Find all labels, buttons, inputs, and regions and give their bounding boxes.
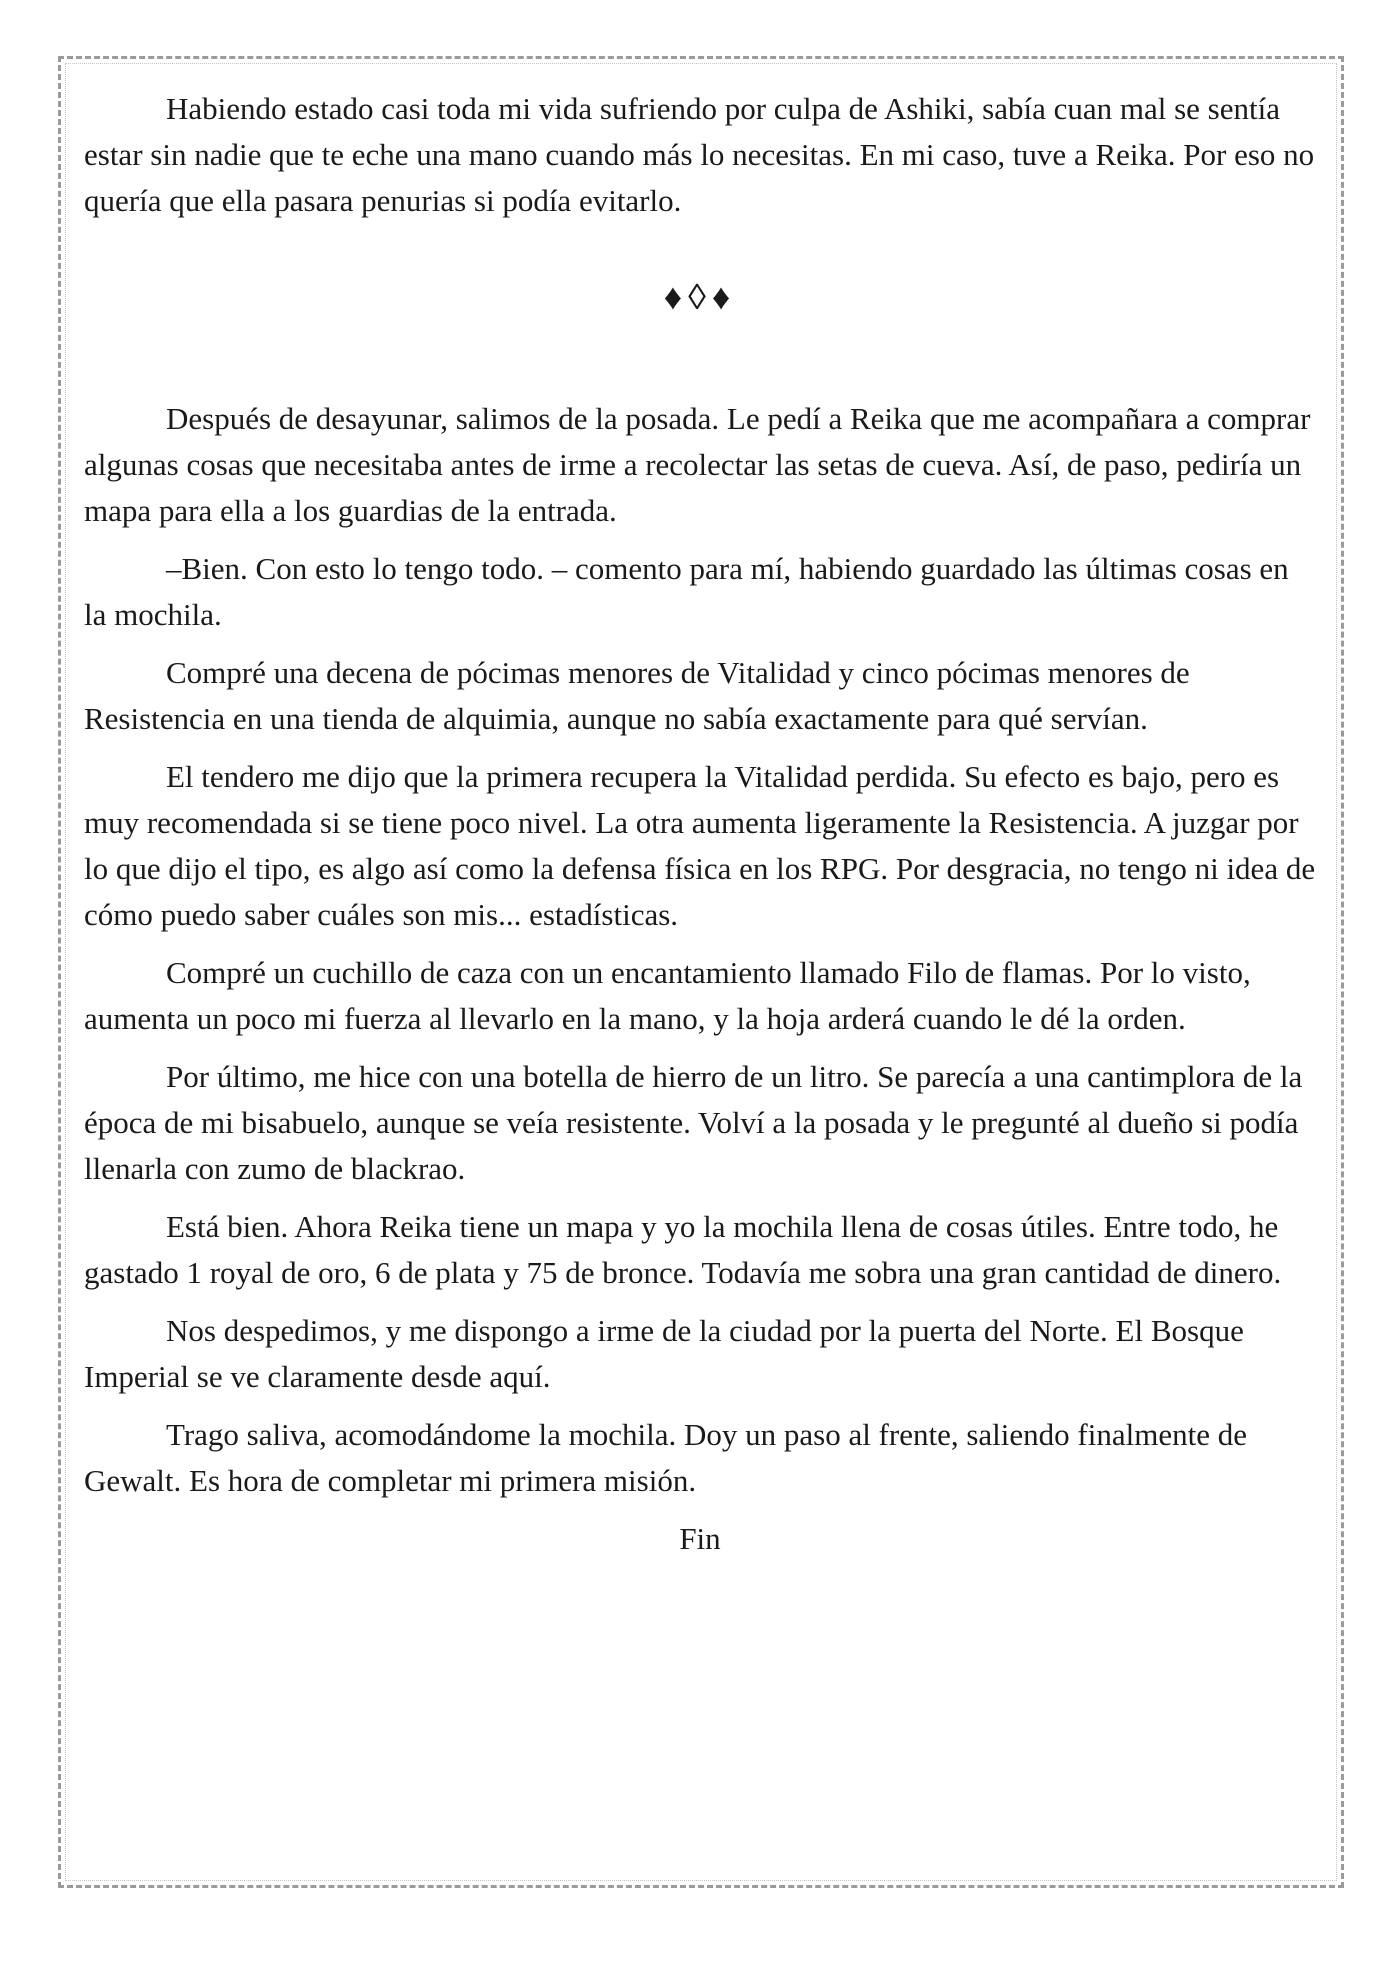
paragraph: Compré una decena de pócimas menores de Vitalidad y cinco pócimas menores de Resistencia en una tienda de alquimia, aunque no sabía exactamente para qué servían. [84, 655, 1190, 736]
paragraph: El tendero me dijo que la primera recupera la Vitalidad perdida. Su efecto es bajo, pero es muy recomendada si se tiene poco nivel. La otra aumenta ligeramente la Resistencia. A juzgar por lo que dijo el tipo, es algo así como la defensa física en los RPG. Por desgracia, no tengo ni idea de cómo puedo saber cuáles son mis... estadísticas. [84, 759, 1316, 932]
section-separator: ♦◊♦ [663, 277, 737, 317]
paragraph: Está bien. Ahora Reika tiene un mapa y yo la mochila llena de cosas útiles. Entre todo, he gastado 1 royal de oro, 6 de plata y 75 de bronce. Todavía me sobra una gran cantidad de dinero. [84, 1209, 1282, 1290]
paragraph: Después de desayunar, salimos de la posada. Le pedí a Reika que me acompañara a comprar algunas cosas que necesitaba antes de irme a recolectar las setas de cueva. Así, de paso, pediría un mapa para ella a los guardias de la entrada. [84, 401, 1311, 528]
paragraph: Por último, me hice con una botella de hierro de un litro. Se parecía a una cantimplora de la época de mi bisabuelo, aunque se veía resistente. Volví a la posada y le pregunté al dueño si podía llenarla con zumo de blackrao. [84, 1059, 1303, 1186]
paragraph: Trago saliva, acomodándome la mochila. Doy un paso al frente, saliendo finalmente de Gewalt. Es hora de completar mi primera misión. [84, 1417, 1247, 1498]
paragraph: Compré un cuchillo de caza con un encantamiento llamado Filo de flamas. Por lo visto, aumenta un poco mi fuerza al llevarlo en la mano, y la hoja arderá cuando le dé la orden. [84, 955, 1251, 1036]
paragraph: –Bien. Con esto lo tengo todo. – comento para mí, habiendo guardado las últimas cosas en la mochila. [84, 551, 1289, 632]
document-body [84, 86, 1316, 1562]
paragraph: Nos despedimos, y me dispongo a irme de la ciudad por la puerta del Norte. El Bosque Imperial se ve claramente desde aquí. [84, 1313, 1244, 1394]
end-marker: Fin [679, 1521, 721, 1556]
paragraph: Habiendo estado casi toda mi vida sufriendo por culpa de Ashiki, sabía cuan mal se sentía estar sin nadie que te eche una mano cuando más lo necesitas. En mi caso, tuve a Reika. Por eso no quería que ella pasara penurias si podía evitarlo. [84, 91, 1315, 218]
